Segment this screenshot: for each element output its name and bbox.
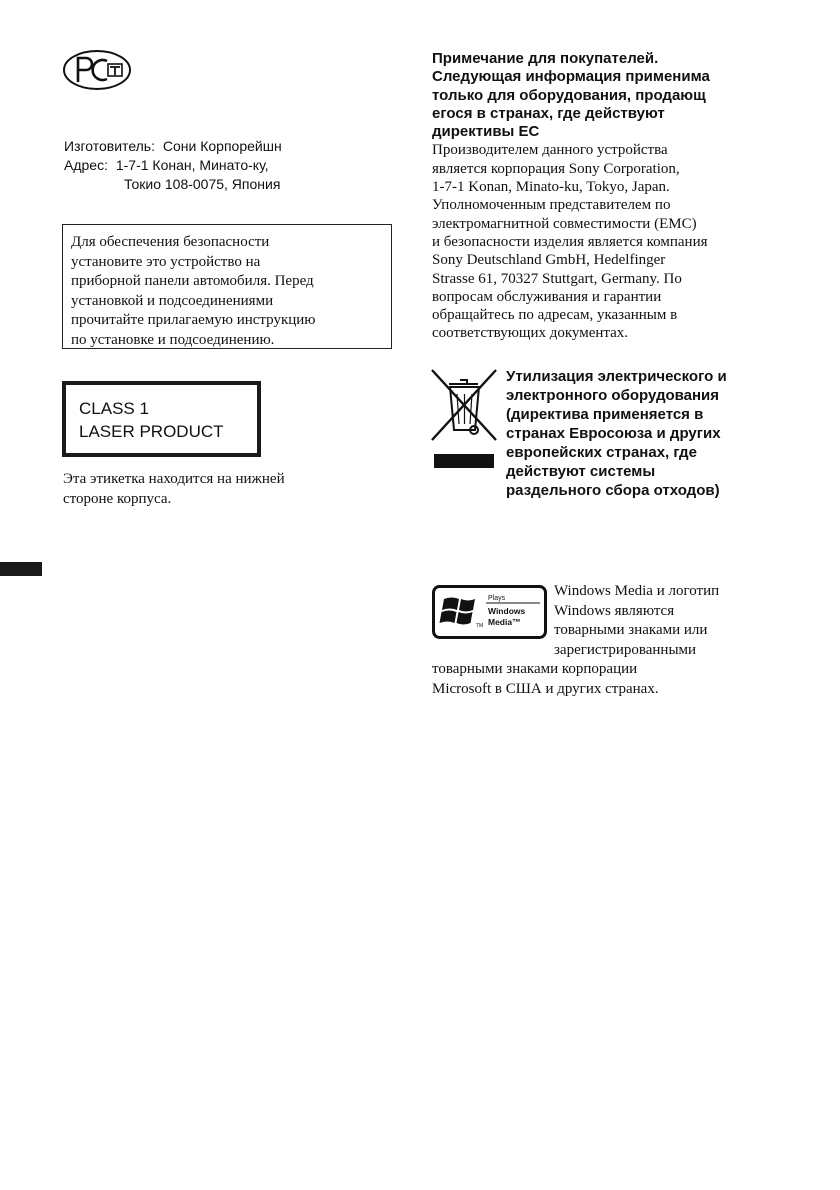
notice-body-line: электромагнитной совместимости (EMC) (432, 215, 697, 232)
weee-line: Утилизация электрического и (506, 368, 727, 385)
laser-class-line: CLASS 1 (79, 399, 149, 418)
windows-media-trademark-notice (432, 582, 777, 699)
safety-line: установкой и подсоединениями (71, 292, 274, 309)
notice-body-line: является корпорация Sony Corporation, (432, 160, 680, 177)
address-line-1: 1-7-1 Конан, Минато-ку, (115, 157, 269, 173)
logo-plays-text: Plays (488, 595, 506, 602)
logo-tm-mark: TM (476, 623, 484, 629)
address-label: Адрес: (64, 157, 108, 173)
manufacturer-name: Сони Корпорейшн (162, 138, 282, 154)
laser-label-note (63, 470, 285, 509)
weee-disposal-notice (506, 367, 776, 500)
wm-line: товарными знаками корпорации (432, 661, 638, 677)
safety-line: прочитайте прилагаемую инструкцию (71, 312, 316, 328)
notice-heading-line: только для оборудования, продающ (432, 86, 706, 104)
notice-body-line: обращайтесь по адресам, указанным в (432, 307, 678, 324)
safety-line: Для обеспечения безопасности (71, 234, 270, 250)
notice-body-line: Strasse 61, 70327 Stuttgart, Germany. По (432, 270, 682, 287)
notice-body-line: Уполномоченным представителем по (432, 197, 671, 214)
laser-product-line: LASER PRODUCT (79, 422, 224, 441)
weee-line: европейских странах, где (506, 444, 697, 461)
safety-line: по установке и подсоединению. (71, 331, 275, 348)
weee-line: электронного оборудования (506, 387, 720, 404)
wm-line: товарными знаками или (554, 622, 708, 638)
weee-line: раздельного сбора отходов) (506, 482, 720, 499)
manufacturer-label: Изготовитель: (64, 138, 155, 154)
notice-heading (432, 50, 772, 141)
logo-windows-text: Windows (488, 606, 526, 616)
safety-line: приборной панели автомобиля. Перед (71, 273, 314, 289)
wm-line: Windows являются (554, 602, 675, 619)
notice-heading-line: егося в странах, где действуют (432, 104, 665, 122)
notice-body-line: соответствующих документах. (432, 325, 629, 342)
notice-heading-line: директивы ЕС (432, 123, 540, 141)
notice-body-line: 1-7-1 Konan, Minato-ku, Tokyo, Japan. (432, 179, 670, 196)
weee-line: (директива применяется в (506, 406, 704, 423)
laser-note-line: Эта этикетка находится на нижней (63, 471, 285, 487)
address-line-2: Токио 108-0075, Япония (124, 176, 281, 192)
crossed-out-wheelie-bin-icon (430, 368, 498, 472)
notice-body-line: и безопасности изделия является компания (432, 233, 708, 250)
logo-media-text: Media™ (488, 617, 521, 627)
safety-line: установите это устройство на (71, 253, 261, 270)
notice-body-line: вопросам обслуживания и гарантии (432, 288, 662, 305)
safety-warning-box (62, 224, 392, 349)
wm-line: Microsoft в США и других странах. (432, 680, 659, 697)
manufacturer-info (64, 137, 282, 194)
notice-heading-line: Следующая информация применима (432, 68, 710, 86)
notice-body (432, 141, 772, 342)
eu-customer-notice (432, 50, 772, 343)
page-side-tab-marker (0, 562, 42, 576)
weee-line: действуют системы (506, 463, 656, 480)
wm-line: зарегистрированными (554, 641, 697, 658)
notice-body-line: Sony Deutschland GmbH, Hedelfinger (432, 252, 666, 269)
pct-certification-mark-icon (62, 49, 132, 91)
wm-line: Windows Media и логотип (554, 583, 720, 599)
weee-line: странах Евросоюза и других (506, 425, 721, 442)
laser-class-label (62, 381, 261, 457)
notice-body-line: Производителем данного устройства (432, 142, 668, 159)
notice-heading-line: Примечание для покупателей. (432, 50, 659, 67)
laser-note-line: стороне корпуса. (63, 490, 172, 507)
